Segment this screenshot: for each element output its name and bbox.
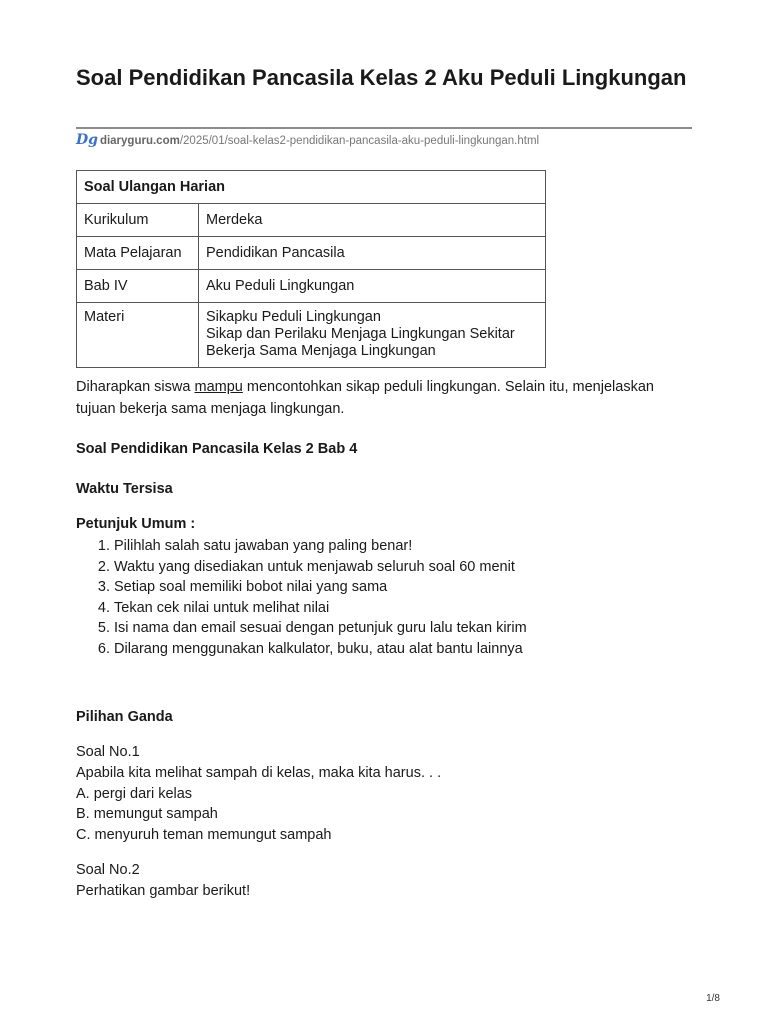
option-c[interactable]: C. menyuruh teman memungut sampah: [76, 827, 332, 844]
table-row: [77, 303, 546, 368]
row-value: Aku Peduli Lingkungan: [199, 270, 546, 303]
list-item: 2. Waktu yang disediakan untuk menjawab seluruh soal 60 menit: [114, 557, 527, 578]
source-url[interactable]: [76, 132, 539, 148]
question-number: Soal No.2: [76, 862, 140, 878]
page-title: Soal Pendidikan Pancasila Kelas 2 Aku Peduli Lingkungan: [76, 65, 687, 90]
row-label: Kurikulum: [77, 204, 199, 237]
row-value: [199, 303, 546, 368]
row-label: Bab IV: [77, 270, 199, 303]
site-logo-icon: Dg: [76, 132, 98, 148]
list-item: 4. Tekan cek nilai untuk melihat nilai: [114, 598, 527, 619]
timer-label: Waktu Tersisa: [76, 481, 173, 497]
materi-item: Sikap dan Perilaku Menjaga Lingkungan Sekitar: [206, 326, 515, 342]
list-item: 3. Setiap soal memiliki bobot nilai yang sama: [114, 577, 527, 598]
materi-item: Sikapku Peduli Lingkungan: [206, 309, 381, 325]
question-text: Perhatikan gambar berikut!: [76, 882, 251, 899]
row-value: Merdeka: [199, 204, 546, 237]
intro-text: mencontohkan sikap peduli lingkungan. Selain itu, menjelaskan tujuan bekerja sama menjaga lingkungan.: [76, 379, 654, 417]
page-number: 1/8: [706, 993, 720, 1004]
instructions-heading: Petunjuk Umum :: [76, 516, 196, 532]
question-number: Soal No.1: [76, 744, 140, 760]
title-divider: [76, 127, 692, 129]
row-label: Mata Pelajaran: [77, 237, 199, 270]
table-row: [77, 270, 546, 303]
table-row: [77, 204, 546, 237]
option-b[interactable]: B. memungut sampah: [76, 806, 218, 823]
option-a[interactable]: A. pergi dari kelas: [76, 785, 193, 802]
list-item: 1. Pilihlah salah satu jawaban yang paling benar!: [114, 536, 527, 557]
multiple-choice-heading: Pilihan Ganda: [76, 709, 173, 725]
list-item: 6. Dilarang menggunakan kalkulator, buku, atau alat bantu lainnya: [114, 639, 527, 660]
question-2: [76, 860, 250, 902]
source-domain[interactable]: diaryguru.com: [99, 135, 180, 147]
info-table: [76, 170, 546, 368]
intro-paragraph: [76, 376, 676, 420]
intro-text: Diharapkan siswa: [76, 379, 195, 395]
intro-link[interactable]: mampu: [194, 379, 243, 395]
info-table-header: Soal Ulangan Harian: [77, 171, 546, 204]
question-text: Apabila kita melihat sampah di kelas, maka kita harus. . .: [76, 764, 442, 781]
question-1: [76, 742, 441, 846]
instructions-list: [76, 536, 527, 659]
source-path[interactable]: /2025/01/soal-kelas2-pendidikan-pancasila-aku-peduli-lingkungan.html: [179, 135, 540, 147]
row-value: Pendidikan Pancasila: [199, 237, 546, 270]
materi-item: Bekerja Sama Menjaga Lingkungan: [206, 343, 436, 359]
section-title: Soal Pendidikan Pancasila Kelas 2 Bab 4: [76, 441, 358, 457]
table-row: [77, 237, 546, 270]
list-item: 5. Isi nama dan email sesuai dengan petunjuk guru lalu tekan kirim: [114, 618, 527, 639]
row-label: Materi: [77, 303, 199, 368]
